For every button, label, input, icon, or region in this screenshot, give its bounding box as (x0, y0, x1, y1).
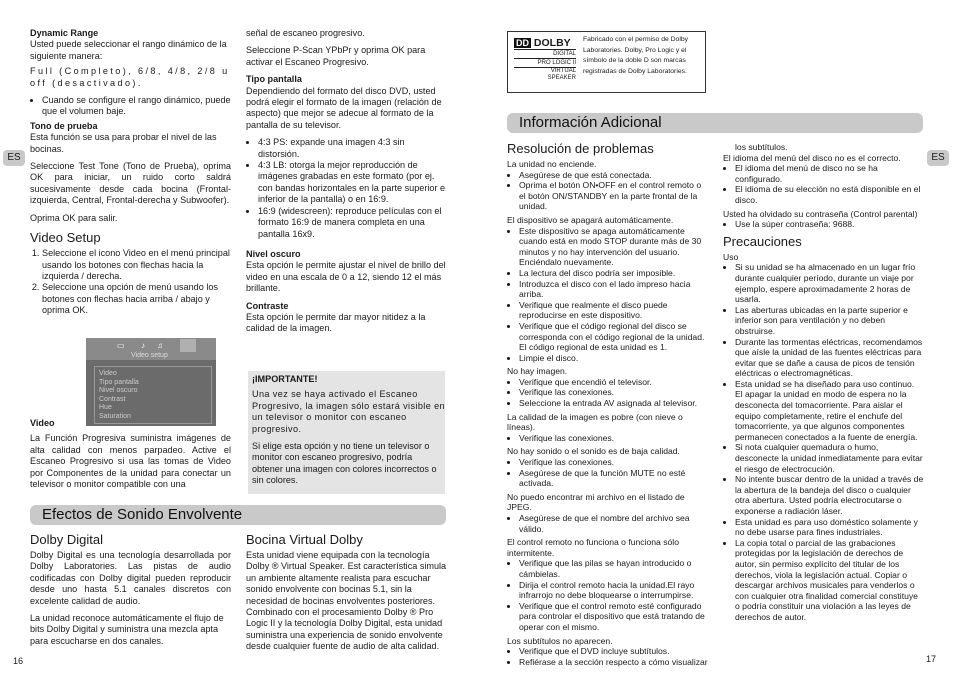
dynamic-range-note: • Cuando se configure el rango dinámico, puede que el volumen baje. (42, 95, 231, 118)
menu-header: Video setup (131, 352, 168, 359)
subtitles-continued: los subtítulos. (735, 142, 788, 152)
dolby-digital-section (30, 532, 231, 653)
precaution-item: • No intente buscar dentro de la unidad a través de la abertura de la bandeja del disco o cualquier otra abertura. Usted podría electrocutarse o exponerse a radiación láser. (735, 474, 924, 516)
problem-question: No hay imagen. (507, 366, 568, 377)
solution-item: • Introduzca el disco con el lado impreso hacia arriba. (519, 279, 708, 300)
solution-item: • Verifique las conexiones. (519, 387, 708, 398)
solution-item: • Verifique que el código regional del disco se corresponda con el código regional de la unidad. El código regional de esta unidad es 1. (519, 321, 708, 353)
nivel-title: Nivel oscuro (246, 248, 301, 259)
precaution-item: • Esta unidad es para uso doméstico solamente y no debe usarse para fines industriales. (735, 517, 924, 538)
tono-title: Tono de prueba (30, 120, 98, 131)
logo-line2: PRO LOGIC II (514, 59, 576, 68)
video-section (30, 418, 231, 490)
solution-item: • La lectura del disco podría ser imposible. (519, 268, 708, 279)
solution-list (507, 646, 708, 667)
problem-question: El control remoto no funciona o funciona sólo intermitente. (507, 537, 679, 558)
menu-item: Tipo pantalla (99, 378, 139, 386)
dolby-digital-title: Dolby Digital (30, 532, 103, 547)
dolby-logo-box (507, 31, 706, 93)
menu-item-list (94, 366, 212, 424)
info-section-bar (507, 113, 923, 133)
solution-item: • El idioma del menú de disco no se ha configurado. (735, 163, 924, 184)
logo-line1: DIGITAL (514, 50, 576, 59)
efectos-title: Efectos de Sonido Envolvente (42, 506, 243, 523)
solution-item: • El idioma de su elección no está disponible en el disco. (735, 184, 924, 205)
solution-item: • Verifique las conexiones. (519, 433, 708, 444)
bocina-text: Esta unidad viene equipada con la tecnología Dolby ® Virtual Speaker. Est característica simula un ambiente altamente realista para escuchar sonido envolvente con bocinas 5.1, sin la necesidad de bocinas envolventes posteriores. Combinado con el procesamiento Dolby ® Pro Logic II y la tecnología Dolby Digital, esta unidad suministra una experiencia de sonido envolvente desde cualquier fuente de audio de alta calidad. (246, 550, 447, 652)
solution-item: • Seleccione la entrada AV asignada al televisor. (519, 398, 708, 409)
problem-question: El dispositivo se apagará automáticamente. (507, 214, 674, 225)
music-icon: ♫ (157, 341, 163, 350)
solution-item: • Verifique las conexiones. (519, 457, 708, 468)
precauciones-title: Precauciones (723, 233, 802, 249)
tipo-bullet: • 4:3 PS: expande una imagen 4:3 sin distorsión. (258, 137, 447, 160)
importante-text-1: Una vez se haya activado el Escaneo Progresivo, la imagen sólo estará visible en un televisor o monitor con escaneo progresivo. (252, 389, 445, 434)
problem-question: La calidad de la imagen es pobre (con nieve o líneas). (507, 411, 683, 433)
precaution-item: • Si nota cualquier quemadura o humo, desconecte la unidad inmediatamente para evitar el riesgo de electrocución. (735, 442, 924, 474)
logo-line4: SPEAKER (547, 75, 576, 81)
solution-item: • Use la súper contraseña: 9688. (735, 219, 924, 230)
solution-item: • Verifique que encendió el televisor. (519, 377, 708, 388)
solution-item: • Asegúrese de que la función MUTE no esté activada. (519, 468, 708, 489)
precaution-item: • Durante las tormentas eléctricas, recomendamos que aísle la unidad de las fuentes eléctricas para evitar que se dañe a causa de picos de tensión eléctricas o electromagnéticas. (735, 337, 924, 379)
page-number-left: 16 (13, 656, 24, 666)
video-setup-step: 1. Seleccione el icono Video en el menú principal usando los botones con flechas hacia la izquierda / derecha. (42, 248, 231, 282)
menu-item: Nivel oscuro (99, 387, 138, 395)
tono-text-3: Oprima OK para salir. (30, 212, 118, 223)
solution-item: • Verifique que el DVD incluye subtítulos. (519, 646, 708, 657)
tipo-title: Tipo pantalla (246, 74, 302, 85)
tono-text-1: Esta función se usa para probar el nivel de las bocinas. (30, 132, 217, 154)
menu-item: Video (99, 370, 117, 377)
solution-item: • Verifique que realmente el disco puede reproducirse en este dispositivo. (519, 300, 708, 321)
tipo-text: Dependiendo del formato del disco DVD, usted podrá elegir el formato de la imagen (relación de aspecto) que mejor se adecue al formato de la pantalla de su televisor. (246, 85, 442, 130)
solution-list (723, 163, 924, 205)
troubleshooting-column (507, 141, 708, 670)
problem-question: La unidad no enciende. (507, 159, 597, 169)
left-column-2 (246, 28, 447, 341)
right-column-4 (723, 142, 924, 626)
importante-title: ¡IMPORTANTE! (252, 374, 318, 384)
menu-item: Contrast (99, 395, 126, 403)
precaution-item: • Si su unidad se ha almacenado en un lugar frío durante cualquier período, durante un viaje por ejemplo, espere aproximadamente 2 horas de usarla. (735, 262, 924, 304)
resolucion-title: Resolución de problemas (507, 141, 654, 156)
menu-item: Hue (99, 404, 112, 412)
double-d-icon: DD (516, 38, 529, 48)
dynamic-range-text: Usted puede seleccionar el rango dinámico de la siguiente manera: (30, 39, 227, 61)
solution-item: • Verifique que el control remoto esté configurado para controlar el dispositivo que está tratando de operar con el mismo. (519, 601, 708, 633)
tipo-bullet: • 16:9 (widescreen): reproduce películas con el formato 16:9 de manera completa en una pantalla 16x9. (258, 206, 447, 240)
dynamic-range-values: Full (Completo), 6/8, 4/8, 2/8 u off (desactivado). (30, 66, 230, 88)
video-setup-step: 2. Seleccione una opción de menú usando los botones con flechas hacia arriba / abajo y oprima OK. (42, 282, 231, 316)
precaution-item: • Las aberturas ubicadas en la parte superior e inferior son para ventilación y no deben obstruirse. (735, 305, 924, 337)
video-setup-menu-image (86, 338, 216, 426)
bocina-title: Bocina Virtual Dolby (246, 532, 363, 547)
logo-line3: VIRTUAL (550, 68, 576, 74)
video-title: Video (30, 418, 55, 428)
tipo-bullet: • 4:3 LB: otorga la mejor reproducción de imágenes grabadas en este formato (por ej. con bandas horizontales en la parte superior e inferior de la pantalla) o en 16:9. (258, 160, 447, 206)
dolby-trademark-text: Fabricado con el permiso de Dolby Laboratories. Dolby, Pro Logic y el símbolo de la doble D son marcas registradas de Dolby Laboratories. (583, 36, 689, 75)
video-text: La Función Progresiva suministra imágenes de alta calidad con menos parpadeo. Active el Escaneo Progresivo si usa las tomas de Video por Componentes de la unidad para conectar un televisor o monitor compatible con una (30, 433, 231, 490)
importante-box (248, 371, 445, 494)
menu-item: Saturation (99, 412, 131, 420)
efectos-section-bar (30, 505, 446, 525)
dolby-digital-text-2: La unidad reconoce automáticamente el flujo de bits Dolby Digital y suministra una mezcla apta para escucharse en dos canales. (30, 613, 224, 646)
contraste-text: Esta opción le permite dar mayor nitidez a la calidad de la imagen. (246, 311, 426, 334)
logo-brand: DOLBY (533, 37, 571, 49)
solution-list (507, 377, 708, 409)
col2-text-2: Seleccione P-Scan YPbPr y oprima OK para activar el Escaneo Progresivo. (246, 45, 426, 67)
solution-list (507, 226, 708, 364)
col2-text-1: señal de escaneo progresivo. (246, 28, 365, 38)
tono-text-2: Seleccione Test Tone (Tono de Prueba), oprima OK para iniciar, un ruido corto saldrá sucesivamente desde cada bocina (Frontal-izquierda, Central, Frontal-derecha y Subwoofer). (30, 161, 231, 206)
solution-list (507, 457, 708, 489)
solution-list (507, 558, 708, 632)
solution-item: • Este dispositivo se apaga automáticamente cuando está en modo STOP durante más de 30 minutos y no hay intervención del usuario. Enciéndalo nuevamente. (519, 226, 708, 268)
dolby-logo (514, 37, 576, 82)
solution-item: • Asegúrese de que está conectada. (519, 170, 708, 181)
info-title: Información Adicional (519, 114, 662, 131)
solution-list (507, 433, 708, 444)
tv-icon: ▭ (117, 341, 125, 350)
nivel-text: Esta opción le permite ajustar el nivel de brillo del video en una escala de 0 a 12, siendo 12 el más brillante. (246, 260, 446, 294)
problem-question: Los subtítulos no aparecen. (507, 635, 613, 646)
problem-question: Usted ha olvidado su contraseña (Control parental) (723, 208, 918, 219)
precaution-item: • La copia total o parcial de las grabaciones protegidas por la legislación de derechos de autor, sin permiso explícito del titular de los derechos, viola la legislación actual. Copiar o descargar archivos musicales para venderlos o con cualquier otra finalidad comercial constituye o podría constituir una violación a las leyes de derechos de autor. (735, 538, 924, 623)
dolby-digital-text-1: Dolby Digital es una tecnología desarrollada por Dolby Laboratories. Las pistas de audio codificadas con Dolby digital pueden reproducir desde uno hasta 5.1 canales discretos con excelente calidad de audio. (30, 550, 231, 606)
page-number-right: 17 (926, 654, 937, 664)
precauciones-list (723, 262, 924, 622)
solution-item: • Dirija el control remoto hacia la unidad.El rayo infrarrojo no debe bloquearse o interrumpirse. (519, 580, 708, 601)
problem-question: No hay sonido o el sonido es de baja calidad. (507, 446, 680, 457)
solution-list (507, 513, 708, 534)
video-icon (180, 339, 196, 352)
language-tab-left: ES (3, 150, 25, 166)
dynamic-range-title: Dynamic Range (30, 28, 99, 38)
solution-item: • Oprima el botón ON•OFF en el control remoto o el botón ON/STANDBY en la parte frontal de la unidad. (519, 180, 708, 212)
left-column-1 (30, 28, 231, 321)
precaution-item: • Esta unidad se ha diseñado para uso continuo. El apagar la unidad en modo de espera no la desconecta del tomacorriente. Para aislar el equipo completamente, retire el enchufe del tomacorriente, ya que algunos componentes permanecen conectados a la fuente de energía. (735, 379, 924, 443)
solution-item: • Refiérase a la sección respecto a cómo visualizar (519, 657, 708, 668)
problem-question: El idioma del menú del disco no es el correcto. (723, 152, 901, 163)
language-tab-right: ES (927, 150, 949, 166)
contraste-title: Contraste (246, 300, 289, 311)
audio-icon: ♪ (141, 341, 145, 350)
importante-text-2: Si elige esta opción y no tiene un televisor o monitor con escaneo progresivo, podría obtener una imagen con colores incorrectos o sin colores. (252, 441, 437, 486)
solution-list (507, 170, 708, 212)
solution-item: • Limpie el disco. (519, 353, 708, 364)
solution-item: • Asegúrese de que el nombre del archivo sea válido. (519, 513, 708, 534)
solution-item: • Verifique que las pilas se hayan introducido o cámbielas. (519, 558, 708, 579)
bocina-section (246, 532, 447, 659)
uso-label: Uso (723, 251, 739, 262)
problem-question: No puedo encontrar mi archivo en el listado de JPEG. (507, 491, 685, 513)
video-setup-title: Video Setup (30, 230, 101, 246)
solution-list (723, 219, 924, 230)
